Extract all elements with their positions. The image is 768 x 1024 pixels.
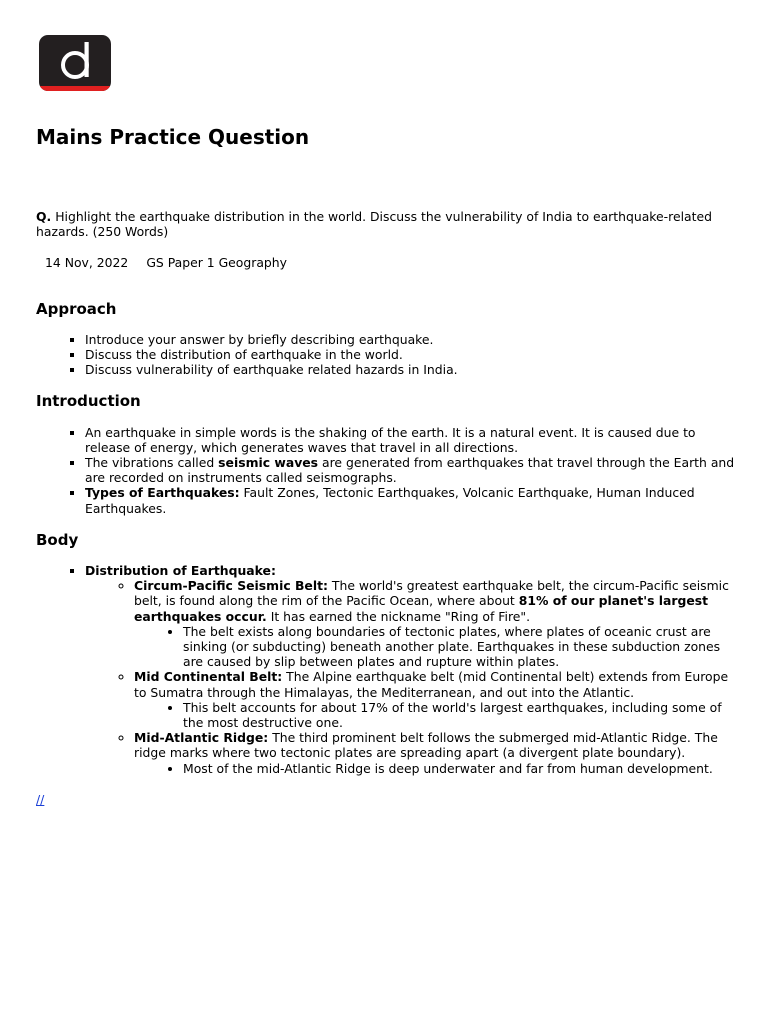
question-date: 14 Nov, 2022 — [45, 255, 129, 271]
question-prefix: Q. — [36, 209, 52, 224]
body-list — [36, 563, 736, 776]
bold-term: Types of Earthquakes: — [85, 485, 240, 501]
belt-item — [134, 730, 736, 776]
list-item: ▪ Introduce your answer by briefly describing earthquake. — [85, 332, 736, 347]
list-item — [85, 563, 736, 776]
belt-list — [85, 578, 736, 776]
sub-list — [134, 624, 736, 670]
list-item — [85, 455, 736, 485]
text-run: The Alpine earthquake belt (mid Continental belt) extends from Europe to Sumatra through the Himalayas, the Mediterranean, and out into the Atlantic. — [134, 669, 729, 700]
text-run: The world's greatest earthquake belt, the circum-Pacific seismic belt, is found along the rim of the Pacific Ocean, where about — [134, 578, 729, 609]
text-run: are generated from earthquakes that travel through the Earth and are recorded on instruments called seismographs. — [85, 455, 735, 486]
sub-item: • The belt exists along boundaries of tectonic plates, where plates of oceanic crust are sinking (or subducting) beneath another plate. Earthquakes in these subduction zones are caused by slip between plates and rupture within plates. — [183, 624, 736, 670]
bold-term: 81% of our planet's largest earthquakes occur. — [134, 593, 709, 624]
end-link[interactable]: // — [36, 791, 45, 807]
question-meta — [36, 255, 736, 270]
approach-list — [36, 332, 736, 378]
belt-item — [134, 578, 736, 669]
text-run: The vibrations called — [85, 455, 219, 471]
sub-list — [134, 700, 736, 730]
text-run: The third prominent belt follows the submerged mid-Atlantic Ridge. The ridge marks where two tectonic plates are spreading apart (a divergent plate boundary). — [134, 730, 718, 761]
list-item: ▪ Discuss vulnerability of earthquake related hazards in India. — [85, 362, 736, 377]
introduction-heading: Introduction — [36, 392, 141, 411]
list-item — [85, 485, 736, 515]
introduction-list — [36, 425, 736, 516]
belt-item — [134, 669, 736, 730]
distribution-label: Distribution of Earthquake: — [85, 563, 276, 579]
sub-item: • Most of the mid-Atlantic Ridge is deep underwater and far from human development. — [183, 761, 736, 776]
question-text — [36, 209, 736, 239]
question-paper: GS Paper 1 Geography — [146, 255, 287, 271]
bold-term: Mid Continental Belt: — [134, 669, 283, 685]
sub-list — [134, 761, 736, 776]
list-item: ▪ Discuss the distribution of earthquake in the world. — [85, 347, 736, 362]
logo-red-bar — [39, 86, 111, 91]
sub-item: • This belt accounts for about 17% of the world's largest earthquakes, including some of the most destructive one. — [183, 700, 736, 730]
body-heading: Body — [36, 530, 79, 549]
question-body: Highlight the earthquake distribution in the world. Discuss the vulnerability of India to earthquake-related hazards. (250 Words) — [36, 209, 712, 240]
bold-term: Circum-Pacific Seismic Belt: — [134, 578, 328, 594]
main-content — [36, 209, 736, 807]
text-run: It has earned the nickname "Ring of Fire". — [266, 608, 531, 624]
bold-term: Mid-Atlantic Ridge: — [134, 730, 269, 746]
text-run: Fault Zones, Tectonic Earthquakes, Volcanic Earthquake, Human Induced Earthquakes. — [85, 485, 695, 516]
bold-term: seismic waves — [218, 455, 319, 471]
logo-d-glyph — [39, 35, 111, 91]
page-title: Mains Practice Question — [36, 125, 310, 149]
drishti-logo — [39, 35, 111, 91]
list-item: ▪ An earthquake in simple words is the shaking of the earth. It is a natural event. It is caused due to release of energy, which generates waves that travel in all directions. — [85, 425, 736, 455]
approach-heading: Approach — [36, 299, 117, 318]
